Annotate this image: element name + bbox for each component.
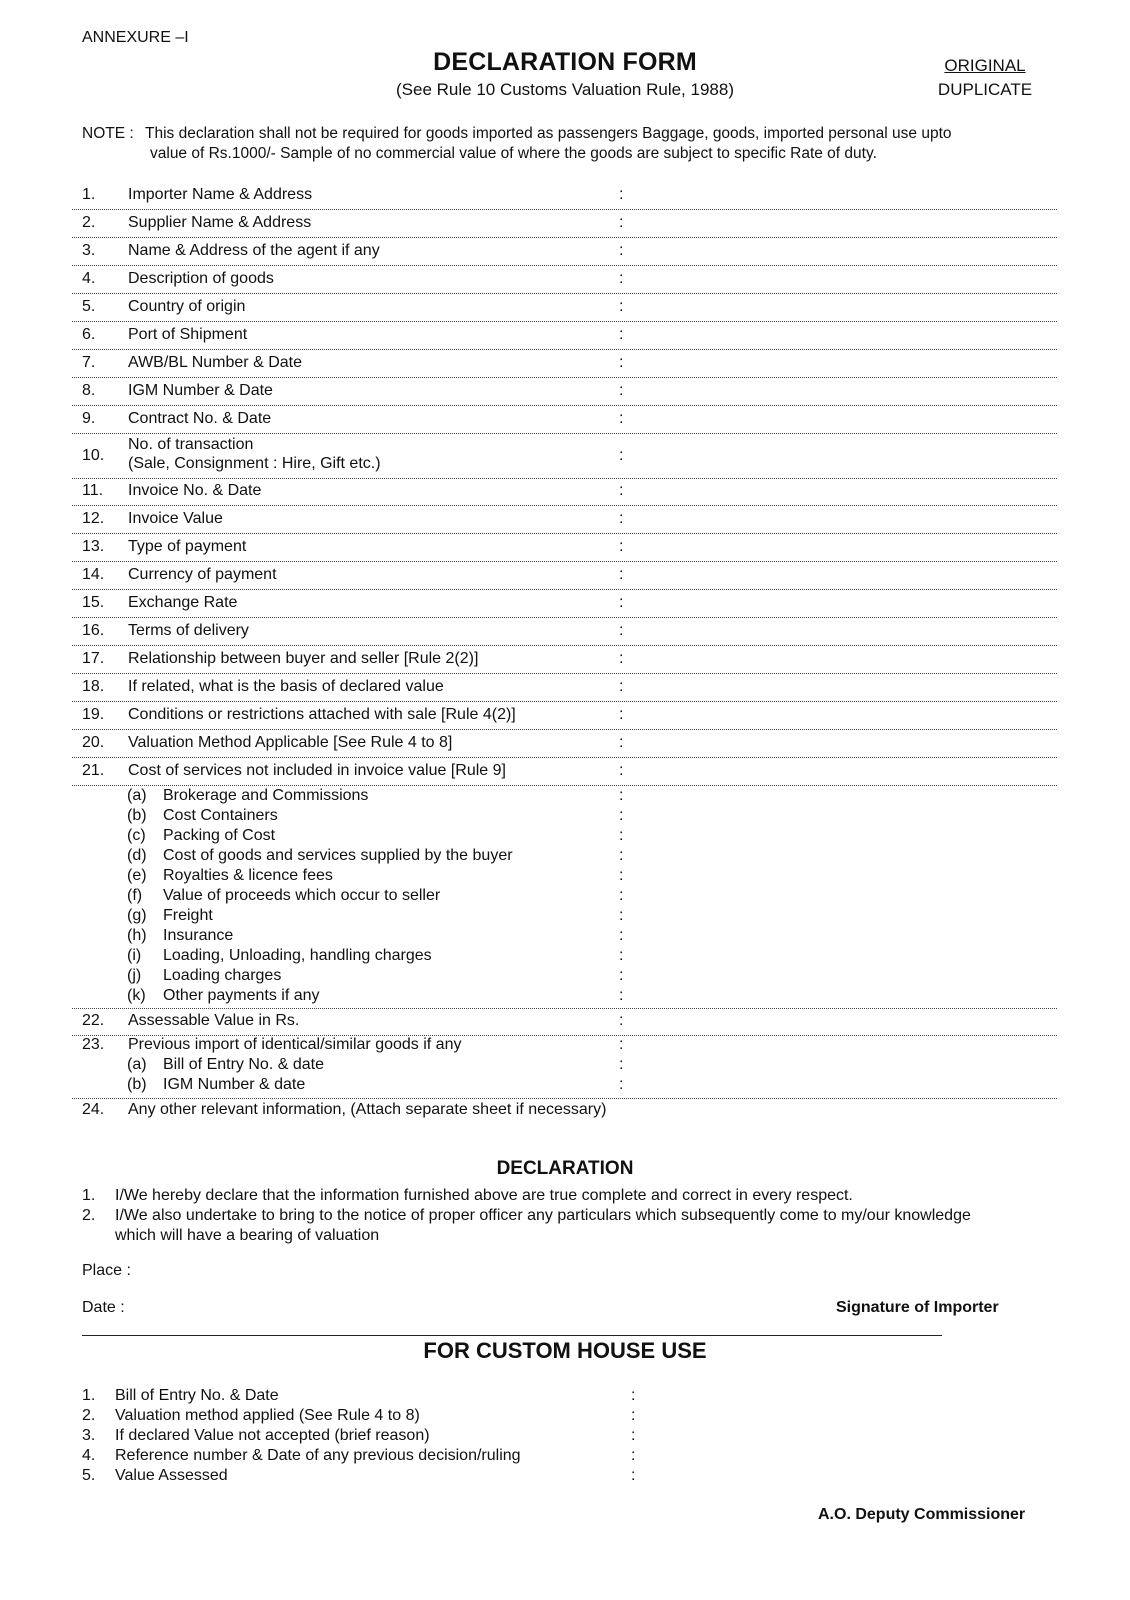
subitem-label: Brokerage and Commissions <box>163 787 369 804</box>
row-colon: : <box>619 186 624 203</box>
custom-colon: : <box>631 1447 636 1464</box>
row-label: Supplier Name & Address <box>128 214 312 231</box>
custom-label: If declared Value not accepted (brief reason) <box>115 1427 430 1444</box>
row-number: 1. <box>82 186 96 203</box>
custom-number: 2. <box>82 1407 96 1424</box>
subitem-label: Packing of Cost <box>163 827 276 844</box>
row-label: Cost of services not included in invoice value [Rule 9] <box>128 762 506 779</box>
subitem-letter: (i) <box>127 947 142 964</box>
place-field[interactable]: Place : <box>82 1262 131 1279</box>
date-field[interactable]: Date : <box>82 1299 125 1316</box>
subitem-colon: : <box>619 807 624 824</box>
subitem-colon: : <box>619 1076 624 1093</box>
custom-number: 5. <box>82 1467 96 1484</box>
row-colon: : <box>619 622 624 639</box>
custom-number: 1. <box>82 1387 96 1404</box>
row-label: Previous import of identical/similar goods if any <box>128 1036 462 1053</box>
subitem-label: IGM Number & date <box>163 1076 306 1093</box>
form-row-12[interactable] <box>72 510 1057 534</box>
form-title: DECLARATION FORM <box>433 48 697 76</box>
row-colon: : <box>619 242 624 259</box>
form-row-14[interactable] <box>72 566 1057 590</box>
row-number: 16. <box>82 622 105 639</box>
subitem-letter: (d) <box>127 847 147 864</box>
form-row-11[interactable] <box>72 482 1057 506</box>
row-label: No. of transaction <box>128 436 254 453</box>
form-row-20[interactable] <box>72 734 1057 758</box>
subitem-colon: : <box>619 847 624 864</box>
subitem-label: Bill of Entry No. & date <box>163 1056 324 1073</box>
row-label: AWB/BL Number & Date <box>128 354 302 371</box>
subitem-letter: (c) <box>127 827 146 844</box>
row-label-2: (Sale, Consignment : Hire, Gift etc.) <box>128 455 381 472</box>
row-number: 24. <box>82 1101 105 1118</box>
custom-label: Bill of Entry No. & Date <box>115 1387 279 1404</box>
subitem-colon: : <box>619 1056 624 1073</box>
custom-label: Value Assessed <box>115 1467 228 1484</box>
declaration-text-cont: which will have a bearing of valuation <box>115 1227 380 1244</box>
subitem-colon: : <box>619 907 624 924</box>
row-colon: : <box>619 447 624 464</box>
row-number: 4. <box>82 270 96 287</box>
copy-duplicate: DUPLICATE <box>937 80 1033 99</box>
row-number: 19. <box>82 706 105 723</box>
subitem-colon: : <box>619 947 624 964</box>
row-number: 3. <box>82 242 96 259</box>
row-label: Invoice No. & Date <box>128 482 262 499</box>
subitem-letter: (a) <box>127 1056 147 1073</box>
row-number: 7. <box>82 354 96 371</box>
row-number: 2. <box>82 214 96 231</box>
form-row-19[interactable] <box>72 706 1057 730</box>
row-colon: : <box>619 326 624 343</box>
annexure-label: ANNEXURE –I <box>82 29 189 46</box>
subitem-label: Loading charges <box>163 967 282 984</box>
form-row-24[interactable] <box>72 1101 1057 1124</box>
subitem-label: Other payments if any <box>163 987 320 1004</box>
row-colon: : <box>619 510 624 527</box>
row-label: Invoice Value <box>128 510 223 527</box>
row-number: 17. <box>82 650 105 667</box>
note-label: NOTE : <box>82 125 134 142</box>
declaration-number: 2. <box>82 1207 96 1224</box>
row-colon: : <box>619 762 624 779</box>
row-label: Conditions or restrictions attached with sale [Rule 4(2)] <box>128 706 516 723</box>
custom-number: 4. <box>82 1447 96 1464</box>
form-row-6[interactable] <box>72 326 1057 350</box>
row-number: 14. <box>82 566 105 583</box>
row-number: 8. <box>82 382 96 399</box>
subitem-label: Royalties & licence fees <box>163 867 333 884</box>
row-label: IGM Number & Date <box>128 382 273 399</box>
row-label: Terms of delivery <box>128 622 249 639</box>
form-row-13[interactable] <box>72 538 1057 562</box>
row-colon: : <box>619 214 624 231</box>
row-number: 12. <box>82 510 105 527</box>
subitem-letter: (j) <box>127 967 142 984</box>
row-label: Description of goods <box>128 270 274 287</box>
subitem-label: Freight <box>163 907 213 924</box>
custom-number: 3. <box>82 1427 96 1444</box>
row-colon: : <box>619 1036 624 1053</box>
row-colon: : <box>619 566 624 583</box>
row-label: Contract No. & Date <box>128 410 272 427</box>
declaration-heading: DECLARATION <box>496 1158 634 1179</box>
form-row-5[interactable] <box>72 298 1057 322</box>
custom-colon: : <box>631 1407 636 1424</box>
row-label: Name & Address of the agent if any <box>128 242 380 259</box>
row-colon: : <box>619 1012 624 1029</box>
signature-of-importer: Signature of Importer <box>836 1299 999 1316</box>
custom-label: Valuation method applied (See Rule 4 to 8) <box>115 1407 420 1424</box>
row-colon: : <box>619 410 624 427</box>
subitem-colon: : <box>619 787 624 804</box>
row-label: Exchange Rate <box>128 594 238 611</box>
row-colon: : <box>619 298 624 315</box>
form-row-3[interactable] <box>72 242 1057 266</box>
custom-label: Reference number & Date of any previous decision/ruling <box>115 1447 521 1464</box>
form-row-16[interactable] <box>72 622 1057 646</box>
note-line-2: value of Rs.1000/- Sample of no commercial value of where the goods are subject to specific Rate of duty. <box>150 145 877 162</box>
declaration-text: I/We hereby declare that the information furnished above are true complete and correct in every respect. <box>115 1187 853 1204</box>
row-number: 22. <box>82 1012 105 1029</box>
subitem-letter: (a) <box>127 787 147 804</box>
row-colon: : <box>619 706 624 723</box>
row-label: Any other relevant information, (Attach separate sheet if necessary) <box>128 1101 607 1118</box>
subitem-letter: (f) <box>127 887 143 904</box>
row-colon: : <box>619 270 624 287</box>
form-row-21[interactable] <box>72 762 1057 786</box>
row-number: 13. <box>82 538 105 555</box>
row-colon: : <box>619 354 624 371</box>
subitem-colon: : <box>619 987 624 1004</box>
row-label: Relationship between buyer and seller [Rule 2(2)] <box>128 650 479 667</box>
subitem-colon: : <box>619 827 624 844</box>
row-label: Assessable Value in Rs. <box>128 1012 300 1029</box>
custom-colon: : <box>631 1467 636 1484</box>
row-label: Country of origin <box>128 298 246 315</box>
row-colon: : <box>619 678 624 695</box>
subitem-colon: : <box>619 867 624 884</box>
subitem-letter: (k) <box>127 987 146 1004</box>
row-label: Port of Shipment <box>128 326 248 343</box>
row-number: 21. <box>82 762 105 779</box>
subitem-letter: (g) <box>127 907 147 924</box>
row-colon: : <box>619 482 624 499</box>
row-colon: : <box>619 382 624 399</box>
declaration-number: 1. <box>82 1187 96 1204</box>
row-label: Importer Name & Address <box>128 186 313 203</box>
form-row-22[interactable] <box>72 1012 1057 1036</box>
note-line-1: This declaration shall not be required for goods imported as passengers Baggage, goods, imported personal use upto <box>145 125 952 142</box>
subitem-letter: (b) <box>127 1076 147 1093</box>
form-row-9[interactable] <box>72 410 1057 434</box>
row-number: 10. <box>82 447 105 464</box>
divider-line <box>82 1335 942 1336</box>
row-label: Type of payment <box>128 538 247 555</box>
row-number: 23. <box>82 1036 105 1053</box>
row-label: Currency of payment <box>128 566 277 583</box>
row-colon: : <box>619 538 624 555</box>
row-number: 9. <box>82 410 96 427</box>
form-row-1[interactable] <box>72 186 1057 210</box>
subitem-colon: : <box>619 887 624 904</box>
declaration-text: I/We also undertake to bring to the notice of proper officer any particulars which subsequently come to my/our knowledge <box>115 1207 971 1224</box>
subitem-letter: (e) <box>127 867 147 884</box>
custom-colon: : <box>631 1387 636 1404</box>
form-row-17[interactable] <box>72 650 1057 674</box>
row-number: 6. <box>82 326 96 343</box>
subitem-label: Cost Containers <box>163 807 278 824</box>
subitem-label: Value of proceeds which occur to seller <box>163 887 441 904</box>
row-number: 5. <box>82 298 96 315</box>
subitem-letter: (h) <box>127 927 147 944</box>
subitem-colon: : <box>619 967 624 984</box>
subitem-label: Cost of goods and services supplied by the buyer <box>163 847 513 864</box>
form-subtitle: (See Rule 10 Customs Valuation Rule, 1988) <box>396 80 734 99</box>
subitem-label: Insurance <box>163 927 234 944</box>
form-row-2[interactable] <box>72 214 1057 238</box>
form-row-15[interactable] <box>72 594 1057 618</box>
row-number: 18. <box>82 678 105 695</box>
row-label: If related, what is the basis of declared value <box>128 678 444 695</box>
subitem-label: Loading, Unloading, handling charges <box>163 947 432 964</box>
copy-original: ORIGINAL <box>944 56 1026 75</box>
custom-house-heading: FOR CUSTOM HOUSE USE <box>423 1338 707 1363</box>
row-number: 20. <box>82 734 105 751</box>
form-row-10[interactable] <box>72 436 1057 479</box>
row-colon: : <box>619 650 624 667</box>
form-row-8[interactable] <box>72 382 1057 406</box>
subitem-letter: (b) <box>127 807 147 824</box>
custom-colon: : <box>631 1427 636 1444</box>
form-row-7[interactable] <box>72 354 1057 378</box>
row-colon: : <box>619 734 624 751</box>
row-label: Valuation Method Applicable [See Rule 4 to 8] <box>128 734 453 751</box>
row-colon: : <box>619 594 624 611</box>
row-number: 15. <box>82 594 105 611</box>
row-number: 11. <box>82 482 104 499</box>
subitem-colon: : <box>619 927 624 944</box>
form-row-18[interactable] <box>72 678 1057 702</box>
officer-signature: A.O. Deputy Commissioner <box>818 1506 1026 1523</box>
form-row-4[interactable] <box>72 270 1057 294</box>
